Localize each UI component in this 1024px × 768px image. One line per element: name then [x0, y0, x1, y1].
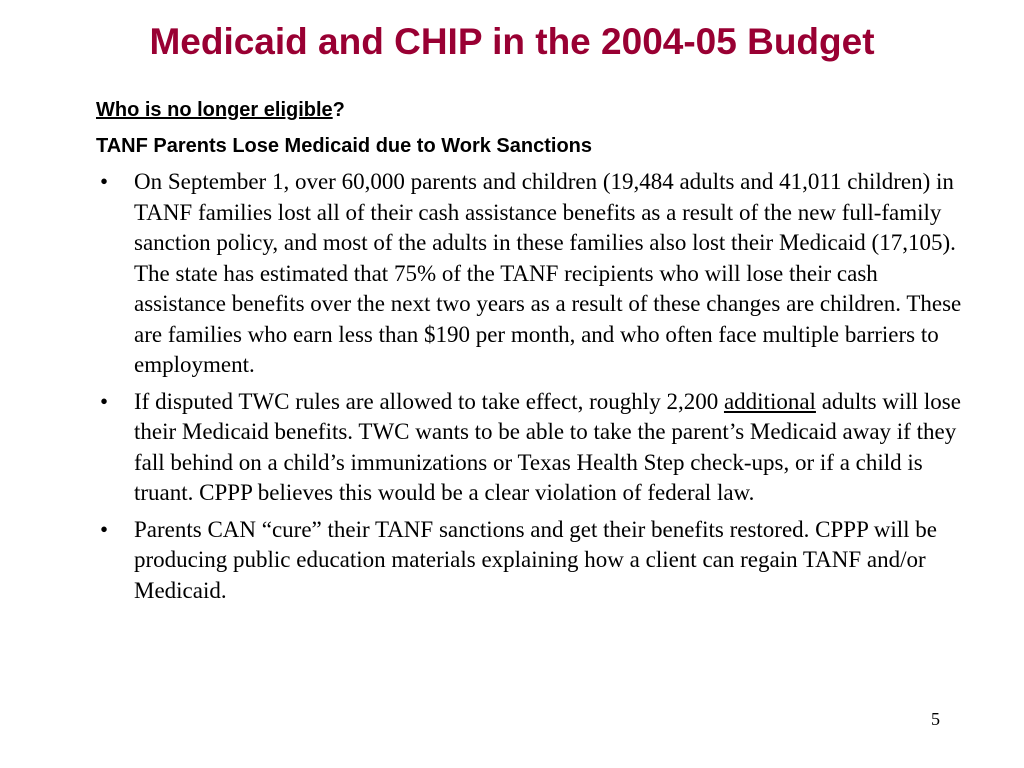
- bullet-dot-icon: •: [100, 169, 109, 194]
- bullet-item-twc-rules: [96, 387, 966, 509]
- bullet-text: Parents CAN “cure” their TANF sanctions and get their benefits restored. CPPP will be producing public education materials explaining how a client can regain TANF and/or Medicaid.: [134, 516, 938, 603]
- heading-underlined-text: Who is no longer eligible: [96, 99, 333, 121]
- bullet-list: [96, 167, 966, 612]
- heading-question-mark: ?: [332, 99, 345, 121]
- section-heading-tanf: TANF Parents Lose Medicaid due to Work Sanctions: [96, 135, 593, 157]
- bullet-dot-icon: •: [100, 388, 109, 414]
- bullet-text-after: adults will lose their Medicaid benefits. TWC wants to be able to take the parent’s Medicaid away if they fall behind on a child’s immunizations or Texas Health Step check-ups, or if a child is truant. CPPP believes this would be a clear violation of federal law.: [134, 388, 961, 505]
- section-heading-eligibility: [96, 98, 345, 122]
- bullet-text-underlined: additional: [723, 388, 816, 414]
- bullet-dot-icon: •: [100, 516, 109, 542]
- bullet-item-cure-sanctions: [96, 515, 966, 607]
- slide-title: Medicaid and CHIP in the 2004-05 Budget: [149, 21, 875, 62]
- bullet-text: On September 1, over 60,000 parents and children (19,484 adults and 41,011 children) in TANF families lost all of their cash assistance benefits as a result of the new full-family sanction policy, and most of the adults in these families also lost their Medicaid (17,105). The state has estimated that 75% of the TANF recipients who will lose their cash assistance benefits over the next two years as a result of these changes are children. These are families who earn less than $190 per month, and who often face multiple barriers to employment.: [134, 169, 962, 377]
- page-number: 5: [931, 709, 940, 729]
- bullet-item-sanctions: [96, 167, 966, 381]
- bullet-text-before: If disputed TWC rules are allowed to take effect, roughly 2,200: [134, 388, 724, 414]
